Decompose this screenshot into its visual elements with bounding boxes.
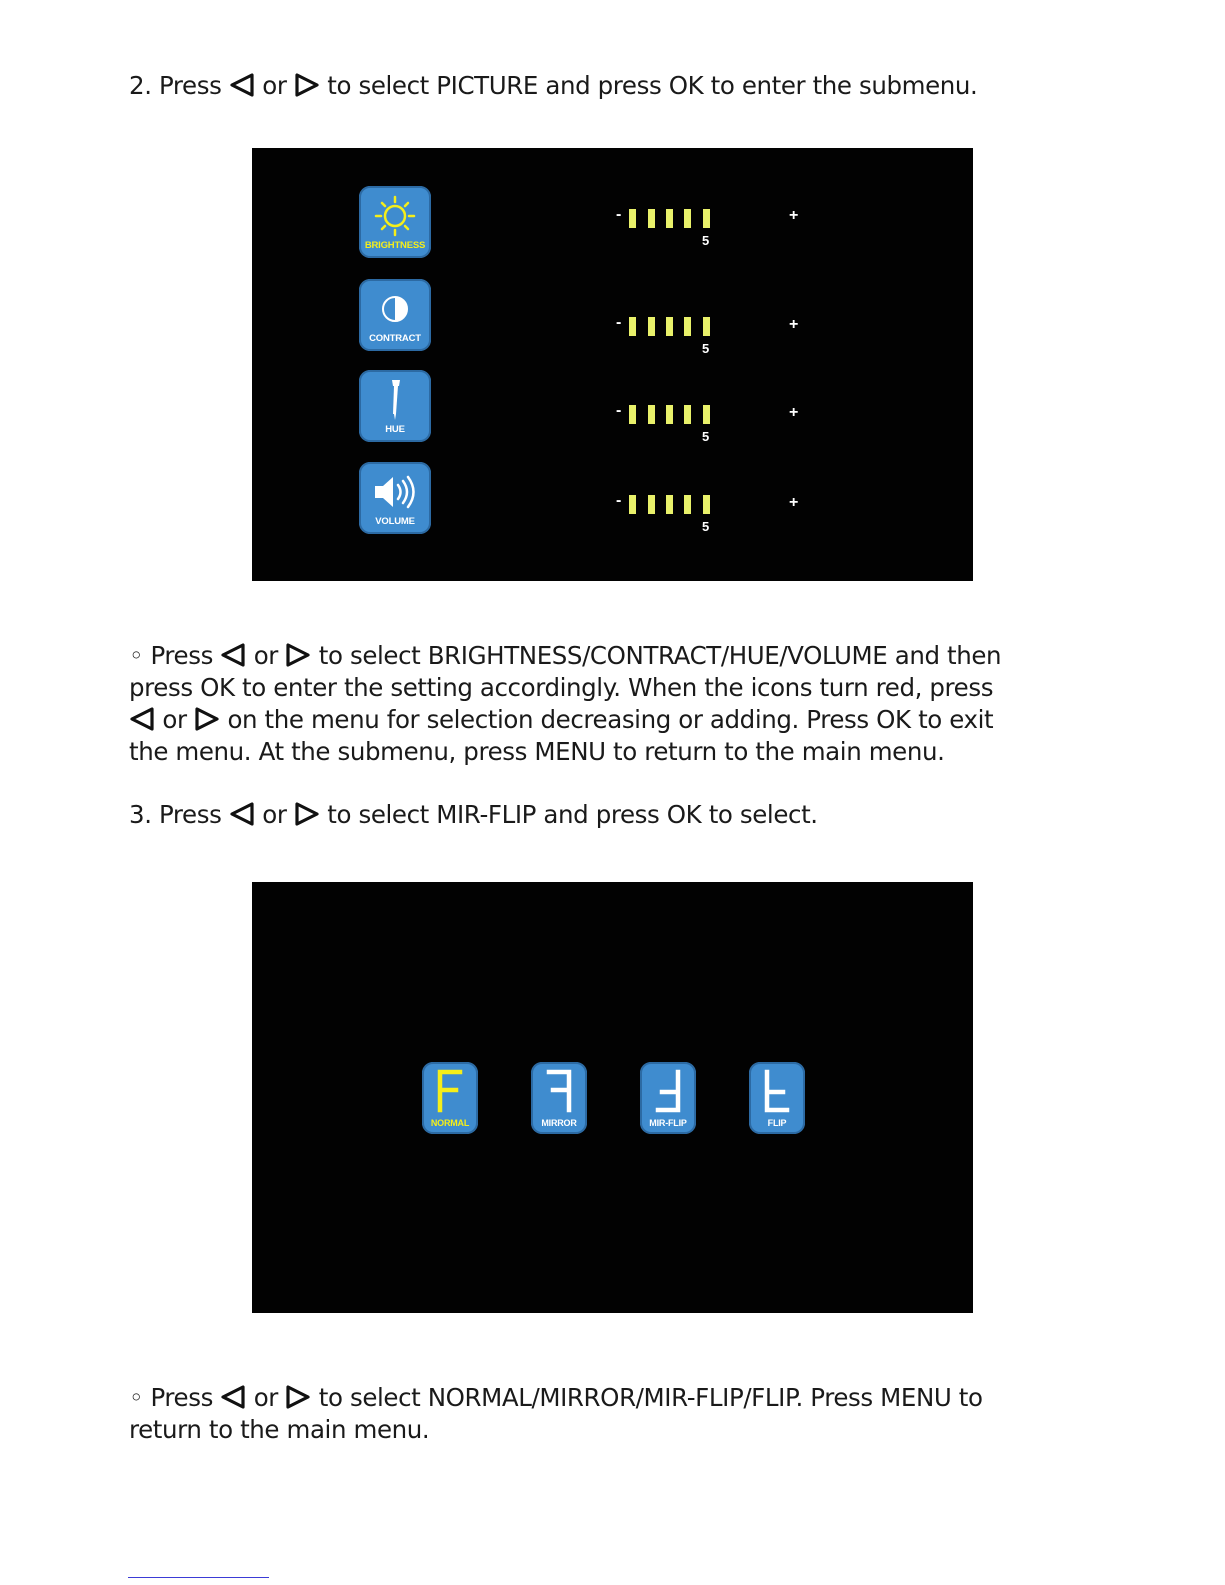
right-arrow-icon	[294, 802, 320, 826]
brightness-segment	[648, 209, 655, 228]
mirror-label: MIRROR	[541, 1118, 577, 1128]
brightness-segment	[703, 209, 710, 228]
para2-press: Press	[150, 1383, 213, 1412]
hue-minus[interactable]: -	[616, 402, 622, 419]
step3-prefix: 3. Press	[129, 800, 222, 829]
step2-or: or	[262, 71, 287, 100]
brightness-icon-tile[interactable]	[359, 186, 431, 258]
hue-segment	[629, 405, 636, 424]
contract-minus[interactable]: -	[616, 314, 622, 331]
para1-line1	[129, 640, 1001, 672]
para1-or: or	[162, 705, 187, 734]
left-arrow-icon	[220, 643, 246, 667]
brightness-label: BRIGHTNESS	[364, 240, 426, 251]
volume-segment	[684, 495, 691, 514]
right-arrow-icon	[294, 73, 320, 97]
para1-press: Press	[150, 641, 213, 670]
brightness-value: 5	[702, 233, 710, 248]
mirflip-option[interactable]	[640, 1062, 696, 1134]
step3-instruction	[129, 799, 818, 831]
hue-icon-tile[interactable]	[359, 370, 431, 442]
contract-segment	[684, 317, 691, 336]
hue-segment	[648, 405, 655, 424]
right-arrow-icon	[194, 707, 220, 731]
mirflip-menu-screen	[252, 882, 973, 1313]
normal-label: NORMAL	[430, 1118, 470, 1128]
volume-segment	[629, 495, 636, 514]
para1-line3-text: on the menu for selection decreasing or adding. Press OK to exit	[227, 705, 994, 734]
para2-or: or	[253, 1383, 278, 1412]
contract-segment	[703, 317, 710, 336]
right-arrow-icon	[285, 643, 311, 667]
mirflip-label: MIR-FLIP	[649, 1118, 687, 1128]
contract-value: 5	[702, 341, 710, 356]
step2-suffix: to select PICTURE and press OK to enter the submenu.	[327, 71, 978, 100]
hue-value: 5	[702, 429, 710, 444]
contract-label: CONTRACT	[369, 333, 421, 344]
flip-option[interactable]	[749, 1062, 805, 1134]
volume-label: VOLUME	[375, 516, 415, 527]
volume-plus[interactable]: +	[789, 494, 799, 511]
volume-segment	[666, 495, 673, 514]
mirror-option[interactable]	[531, 1062, 587, 1134]
para1-line4: the menu. At the submenu, press MENU to return to the main menu.	[129, 737, 945, 766]
hue-plus[interactable]: +	[789, 404, 799, 421]
volume-segment	[648, 495, 655, 514]
contract-segment	[666, 317, 673, 336]
left-arrow-icon	[229, 802, 255, 826]
step2-instruction	[129, 70, 977, 102]
bullet: ◦	[129, 1383, 144, 1412]
flip-label: FLIP	[767, 1118, 787, 1128]
hue-label: HUE	[385, 424, 405, 435]
step3-suffix: to select MIR-FLIP and press OK to select.	[327, 800, 818, 829]
contract-segment	[629, 317, 636, 336]
brightness-minus[interactable]: -	[616, 206, 622, 223]
para2-line2: return to the main menu.	[129, 1415, 430, 1444]
step3-or: or	[262, 800, 287, 829]
hue-segment	[666, 405, 673, 424]
left-arrow-icon	[220, 1385, 246, 1409]
para1-line2: press OK to enter the setting accordingly. When the icons turn red, press	[129, 673, 994, 702]
left-arrow-icon	[229, 73, 255, 97]
para1-line1-text: to select BRIGHTNESS/CONTRACT/HUE/VOLUME and then	[318, 641, 1002, 670]
para1-or: or	[253, 641, 278, 670]
brightness-segment	[629, 209, 636, 228]
hue-segment	[684, 405, 691, 424]
right-arrow-icon	[285, 1385, 311, 1409]
contract-plus[interactable]: +	[789, 316, 799, 333]
step2-prefix: 2. Press	[129, 71, 222, 100]
picture-menu-screen	[252, 148, 973, 581]
brightness-segment	[666, 209, 673, 228]
volume-value: 5	[702, 519, 710, 534]
hue-segment	[703, 405, 710, 424]
footer-divider	[128, 1577, 269, 1578]
para1-line3	[129, 704, 993, 736]
left-arrow-icon	[129, 707, 155, 731]
volume-minus[interactable]: -	[616, 492, 622, 509]
brightness-plus[interactable]: +	[789, 207, 799, 224]
brightness-segment	[684, 209, 691, 228]
volume-segment	[703, 495, 710, 514]
para2-line1-text: to select NORMAL/MIRROR/MIR-FLIP/FLIP. Press MENU to	[318, 1383, 983, 1412]
contract-icon-tile[interactable]	[359, 279, 431, 351]
volume-icon-tile[interactable]	[359, 462, 431, 534]
normal-option[interactable]	[422, 1062, 478, 1134]
contract-segment	[648, 317, 655, 336]
bullet: ◦	[129, 641, 144, 670]
para2-line1	[129, 1382, 983, 1414]
